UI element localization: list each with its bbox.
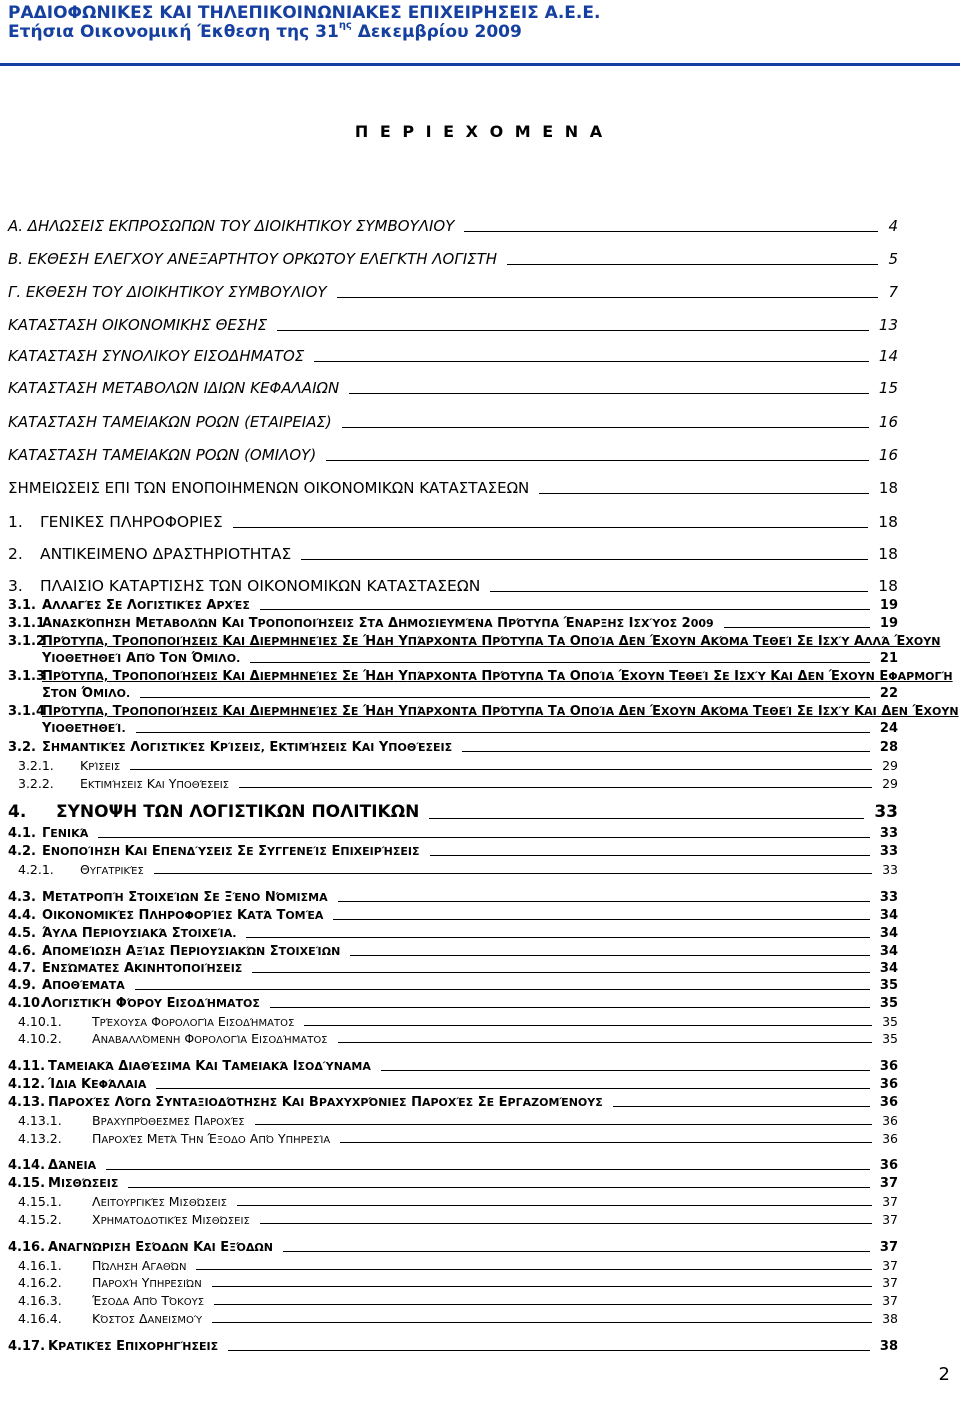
toc-entry[interactable] bbox=[18, 1212, 898, 1227]
toc-leader-line bbox=[507, 264, 878, 265]
toc-entry[interactable] bbox=[8, 844, 898, 859]
toc-entry-page: 36 bbox=[882, 1113, 898, 1128]
toc-entry-page: 34 bbox=[879, 908, 898, 923]
toc-entry-number: 4.15.2. bbox=[18, 1212, 62, 1227]
toc-entry-title: ΑΝΤΙΚΕΙΜΕΝΟ ΔΡΑΣΤΗΡΙΟΤΗΤΑΣ bbox=[40, 545, 292, 563]
toc-entry-number: 3.1.2 bbox=[8, 634, 46, 649]
toc-entry-title: ΠΑΡΟΧΉ ΥΠΗΡΕΣΙΏΝ bbox=[92, 1275, 202, 1290]
toc-entry[interactable] bbox=[8, 1059, 898, 1074]
toc-leader-line bbox=[277, 330, 869, 331]
toc-entry-title: ΣΗΜΑΝΤΙΚΈΣ ΛΟΓΙΣΤΙΚΈΣ ΚΡΊΣΕΙΣ, ΕΚΤΙΜΉΣΕΙΣ ΚΑΙ ΥΠΟΘΈΣΕΙΣ bbox=[42, 740, 453, 755]
toc-entry-title: ΜΕΤΑΤΡΟΠΉ ΣΤΟΙΧΕΊΩΝ ΣΕ ΞΈΝΟ ΝΌΜΙΣΜΑ bbox=[42, 890, 328, 905]
toc-entry-title: ΘΥΓΑΤΡΙΚΈΣ bbox=[80, 862, 144, 877]
toc-entry[interactable] bbox=[8, 944, 898, 959]
toc-entry-number: 1. bbox=[8, 513, 23, 531]
toc-entry-number: 3.1. bbox=[8, 598, 36, 613]
toc-leader-line bbox=[333, 919, 869, 920]
toc-entry[interactable] bbox=[18, 1194, 898, 1209]
toc-entry[interactable] bbox=[8, 669, 953, 701]
toc-entry-title: ΒΡΑΧΥΠΡΌΘΕΣΜΕΣ ΠΑΡΟΧΈΣ bbox=[92, 1113, 245, 1128]
toc-entry-title: ΠΛΑΙΣΙΟ ΚΑΤΑΡΤΙΣΗΣ ΤΩΝ ΟΙΚΟΝΟΜΙΚΩΝ ΚΑΤΑΣΤΑΣΕΩΝ bbox=[40, 577, 481, 595]
toc-entry[interactable] bbox=[8, 283, 898, 301]
toc-entry[interactable] bbox=[18, 1131, 898, 1146]
toc-entry[interactable] bbox=[18, 1031, 898, 1046]
toc-entry-page: 14 bbox=[878, 347, 898, 365]
toc-entry-page: 37 bbox=[882, 1275, 898, 1290]
toc-entry[interactable] bbox=[8, 616, 898, 631]
running-header bbox=[0, 0, 960, 68]
toc-entry-number: 4.5. bbox=[8, 926, 36, 941]
toc-entry-number: 4.10.2. bbox=[18, 1031, 62, 1046]
toc-entry-title: ΕΝΟΠΟΊΗΣΗ ΚΑΙ ΕΠΕΝΔΎΣΕΙΣ ΣΕ ΣΥΓΓΕΝΕΊΣ ΕΠΙΧΕΙΡΉΣΕΙΣ bbox=[42, 844, 420, 859]
toc-entry-title: ΚΑΤΑΣΤΑΣΗ ΟΙΚΟΝΟΜΙΚΗΣ ΘΕΣΗΣ bbox=[8, 316, 268, 334]
toc-entry-title: ΓΕΝΙΚΕΣ ΠΛΗΡΟΦΟΡΙΕΣ bbox=[40, 513, 223, 531]
toc-entry[interactable] bbox=[18, 758, 898, 773]
toc-entry[interactable] bbox=[8, 634, 941, 666]
toc-entry-title: Β. ΕΚΘΕΣΗ ΕΛΕΓΧΟΥ ΑΝΕΞΑΡΤΗΤΟΥ ΟΡΚΩΤΟΥ ΕΛΕΓΚΤΗ ΛΟΓΙΣΤΗ bbox=[8, 250, 498, 268]
toc-entry[interactable] bbox=[18, 1293, 898, 1308]
toc-leader-line bbox=[136, 732, 870, 733]
toc-leader-line bbox=[304, 1025, 872, 1026]
toc-entry[interactable] bbox=[8, 996, 898, 1011]
toc-entry-number: 4.11. bbox=[8, 1059, 46, 1074]
toc-entry[interactable] bbox=[8, 1095, 898, 1110]
toc-entry-title: ΚΌΣΤΟΣ ΔΑΝΕΙΣΜΟΎ bbox=[92, 1311, 203, 1326]
toc-leader-line bbox=[212, 1286, 872, 1287]
toc-entry-number: 4.15. bbox=[8, 1176, 46, 1191]
toc-entry[interactable] bbox=[8, 545, 898, 563]
toc-entry[interactable] bbox=[8, 446, 898, 464]
toc-entry-number: 2. bbox=[8, 545, 23, 563]
toc-entry-title: ΥΙΟΘΕΤΗΘΕΊ ΑΠΌ ΤΟΝ ΌΜΙΛΟ. bbox=[42, 651, 241, 666]
toc-entry-number: 4.16.2. bbox=[18, 1275, 62, 1290]
page-number: 2 bbox=[938, 1364, 950, 1385]
toc-entry-page: 16 bbox=[878, 413, 898, 431]
toc-entry[interactable] bbox=[8, 1158, 898, 1173]
toc-entry-page: 36 bbox=[879, 1059, 898, 1074]
toc-entry-title: ΚΑΤΑΣΤΑΣΗ ΣΥΝΟΛΙΚΟΥ ΕΙΣΟΔΗΜΑΤΟΣ bbox=[8, 347, 305, 365]
toc-entry-title: ΓΕΝΙΚΆ bbox=[42, 826, 89, 841]
toc-leader-line bbox=[301, 559, 868, 560]
toc-entry-number: 4.15.1. bbox=[18, 1194, 62, 1209]
toc-leader-line bbox=[250, 662, 870, 663]
header-rule bbox=[0, 63, 960, 66]
toc-entry-number: 4.13.2. bbox=[18, 1131, 62, 1146]
toc-entry-number: 4.6. bbox=[8, 944, 36, 959]
toc-entry-page: 36 bbox=[879, 1077, 898, 1092]
toc-leader-line bbox=[140, 697, 870, 698]
toc-entry-page: 16 bbox=[878, 446, 898, 464]
toc-entry-page: 21 bbox=[879, 651, 898, 666]
toc-entry-title: ΣΗΜΕΙΩΣΕΙΣ ΕΠΙ ΤΩΝ ΕΝΟΠΟΙΗΜΕΝΩΝ ΟΙΚΟΝΟΜΙΚΩΝ ΚΑΤΑΣΤΑΣΕΩΝ bbox=[8, 479, 530, 497]
toc-leader-line bbox=[283, 1251, 870, 1252]
toc-entry[interactable] bbox=[8, 961, 898, 976]
toc-entry-number: 4.10.1. bbox=[18, 1014, 62, 1029]
toc-entry-title: ΜΙΣΘΏΣΕΙΣ bbox=[48, 1176, 119, 1191]
toc-leader-line bbox=[724, 627, 870, 628]
toc-entry-number: 3.2.2. bbox=[18, 776, 54, 791]
toc-entry-page: 33 bbox=[879, 826, 898, 841]
toc-entry-title: ΣΤΟΝ ΌΜΙΛΟ. bbox=[42, 686, 131, 701]
toc-entry-title: ΠΡΌΤΥΠΑ, ΤΡΟΠΟΠΟΙΉΣΕΙΣ ΚΑΙ ΔΙΕΡΜΗΝΕΊΕΣ ΣΕ ΉΔΗ ΥΠΆΡΧΟΝΤΑ ΠΡΌΤΥΠΑ ΤΑ ΟΠΟΊΑ ΔΕΝ ΈΧΟΥΝ ΑΚΌΜΑ ΤΕΘΕΊ ΣΕ ΙΣΧΎ ΑΛΛΆ ΈΧΟΥΝ bbox=[42, 634, 941, 649]
toc-entry-title: ΔΆΝΕΙΑ bbox=[48, 1158, 97, 1173]
toc-entry[interactable] bbox=[8, 704, 959, 736]
toc-entry-title: ΤΑΜΕΙΑΚΆ ΔΙΑΘΈΣΙΜΑ ΚΑΙ ΤΑΜΕΙΑΚΆ ΙΣΟΔΎΝΑΜΑ bbox=[48, 1059, 371, 1074]
toc-entry-title: ΠΑΡΟΧΈΣ ΛΌΓΩ ΣΥΝΤΑΞΙΟΔΌΤΗΣΗΣ ΚΑΙ ΒΡΑΧΥΧΡΌΝΙΕΣ ΠΑΡΟΧΈΣ ΣΕ ΕΡΓΑΖΟΜΈΝΟΥΣ bbox=[48, 1095, 603, 1110]
toc-entry-title: ΠΡΌΤΥΠΑ, ΤΡΟΠΟΠΟΙΉΣΕΙΣ ΚΑΙ ΔΙΕΡΜΗΝΕΊΕΣ ΣΕ ΉΔΗ ΥΠΆΡΧΟΝΤΑ ΠΡΌΤΥΠΑ ΤΑ ΟΠΟΊΑ ΈΧΟΥΝ ΤΕΘΕΊ ΣΕ ΙΣΧΎ ΚΑΙ ΔΕΝ ΈΧΟΥΝ ΕΦΑΡΜΟΓΉ bbox=[42, 669, 953, 684]
toc-entry-title: ΆΥΛΑ ΠΕΡΙΟΥΣΙΑΚΆ ΣΤΟΙΧΕΊΑ. bbox=[42, 926, 237, 941]
toc-entry-title: ΈΣΟΔΑ ΑΠΌ ΤΌΚΟΥΣ bbox=[92, 1293, 205, 1308]
toc-entry-page: 37 bbox=[879, 1176, 898, 1191]
toc-entry[interactable] bbox=[8, 740, 898, 755]
toc-entry-title: ΕΚΤΙΜΉΣΕΙΣ ΚΑΙ ΥΠΟΘΈΣΕΙΣ bbox=[80, 776, 230, 791]
toc-entry-title: ΠΑΡΟΧΈΣ ΜΕΤΆ ΤΗΝ ΈΞΟΔΟ ΑΠΌ ΥΠΗΡΕΣΊΑ bbox=[92, 1131, 331, 1146]
toc-entry[interactable] bbox=[8, 890, 898, 905]
toc-leader-line bbox=[212, 1322, 872, 1323]
toc-entry-page: 18 bbox=[878, 577, 898, 595]
toc-entry-number: 4.13. bbox=[8, 1095, 46, 1110]
toc-entry-title: ΠΡΌΤΥΠΑ, ΤΡΟΠΟΠΟΙΉΣΕΙΣ ΚΑΙ ΔΙΕΡΜΗΝΕΊΕΣ ΣΕ ΉΔΗ ΥΠΆΡΧΟΝΤΑ ΠΡΌΤΥΠΑ ΤΑ ΟΠΟΊΑ ΔΕΝ ΈΧΟΥΝ ΑΚΌΜΑ ΤΕΘΕΊ ΣΕ ΙΣΧΎ ΚΑΙ ΔΕΝ ΈΧΟΥΝ bbox=[42, 704, 959, 719]
toc-entry-title: ΚΑΤΑΣΤΑΣΗ ΜΕΤΑΒΟΛΩΝ ΙΔΙΩΝ ΚΕΦΑΛΑΙΩΝ bbox=[8, 379, 340, 397]
toc-entry-title: ΛΟΓΙΣΤΙΚΉ ΦΌΡΟΥ ΕΙΣΟΔΉΜΑΤΟΣ bbox=[42, 996, 260, 1011]
toc-entry[interactable] bbox=[8, 1077, 898, 1092]
toc-leader-line bbox=[270, 1007, 870, 1008]
toc-entry[interactable] bbox=[8, 598, 898, 613]
toc-leader-line bbox=[464, 231, 878, 232]
toc-leader-line bbox=[196, 1269, 872, 1270]
toc-entry-title: ΑΝΑΣΚΌΠΗΣΗ ΜΕΤΑΒΟΛΏΝ ΚΑΙ ΤΡΟΠΟΠΟΙΉΣΕΙΣ ΣΤΑ ΔΗΜΟΣΙΕΥΜΈΝΑ ΠΡΌΤΥΠΑ ΈΝΑΡΞΗΣ ΙΣΧΎΟΣ 2009 bbox=[42, 616, 714, 631]
toc-entry[interactable] bbox=[8, 1339, 898, 1354]
toc-entry-page: 35 bbox=[879, 978, 898, 993]
toc-entry[interactable] bbox=[8, 513, 898, 531]
toc-entry-page: 29 bbox=[882, 758, 898, 773]
toc-entry[interactable] bbox=[8, 347, 898, 365]
toc-entry-title: ΚΡΑΤΙΚΈΣ ΕΠΙΧΟΡΗΓΉΣΕΙΣ bbox=[48, 1339, 219, 1354]
toc-leader-line bbox=[349, 393, 869, 394]
toc-entry-title: ΣΥΝΟΨΗ ΤΩΝ ΛΟΓΙΣΤΙΚΩΝ ΠΟΛΙΤΙΚΩΝ bbox=[56, 802, 420, 822]
toc-entry-title: ΑΛΛΑΓΈΣ ΣΕ ΛΟΓΙΣΤΙΚΈΣ ΑΡΧΈΣ bbox=[42, 598, 250, 613]
toc-entry-number: 3.1.1 bbox=[8, 616, 46, 631]
toc-entry-title: ΛΕΙΤΟΥΡΓΙΚΈΣ ΜΙΣΘΏΣΕΙΣ bbox=[92, 1194, 227, 1209]
toc-leader-line bbox=[246, 937, 869, 938]
toc-leader-line bbox=[430, 855, 870, 856]
toc-leader-line bbox=[239, 787, 872, 788]
toc-entry[interactable] bbox=[8, 908, 898, 923]
toc-entry-number: 4. bbox=[8, 802, 27, 822]
toc-entry-number: 4.2.1. bbox=[18, 862, 54, 877]
toc-leader-line bbox=[350, 955, 870, 956]
toc-entry-number: 4.9. bbox=[8, 978, 36, 993]
toc-entry[interactable] bbox=[8, 413, 898, 431]
toc-entry-page: 28 bbox=[879, 740, 898, 755]
toc-entry-page: 33 bbox=[882, 862, 898, 877]
toc-entry-title: ΑΠΟΘΈΜΑΤΑ bbox=[42, 978, 125, 993]
toc-entry[interactable] bbox=[18, 862, 898, 877]
toc-leader-line bbox=[135, 989, 870, 990]
toc-leader-line bbox=[260, 609, 870, 610]
toc-entry-title: Γ. ΕΚΘΕΣΗ ΤΟΥ ΔΙΟΙΚΗΤΙΚΟΥ ΣΥΜΒΟΥΛΙΟΥ bbox=[8, 283, 327, 301]
toc-entry-number: 4.14. bbox=[8, 1158, 46, 1173]
toc-entry-page: 37 bbox=[882, 1258, 898, 1273]
toc-entry[interactable] bbox=[18, 776, 898, 791]
toc-leader-line bbox=[255, 1124, 872, 1125]
toc-entry-page: 19 bbox=[879, 616, 898, 631]
toc-entry[interactable] bbox=[8, 926, 898, 941]
toc-entry[interactable] bbox=[8, 250, 898, 268]
toc-entry-title: ΚΑΤΑΣΤΑΣΗ ΤΑΜΕΙΑΚΩΝ ΡΟΩΝ (ΟΜΙΛΟΥ) bbox=[8, 446, 317, 464]
toc-entry-page: 34 bbox=[879, 944, 898, 959]
toc-entry-page: 36 bbox=[879, 1158, 898, 1173]
toc-leader-line bbox=[252, 972, 870, 973]
toc-entry-number: 4.10. bbox=[8, 996, 46, 1011]
toc-entry-page: 19 bbox=[879, 598, 898, 613]
toc-title: Π Ε Ρ Ι Ε Χ Ο Μ Ε Ν Α bbox=[354, 122, 606, 141]
toc-entry-page: 33 bbox=[879, 890, 898, 905]
toc-entry-number: 4.2. bbox=[8, 844, 36, 859]
toc-entry-page: 37 bbox=[882, 1212, 898, 1227]
toc-entry-page: 37 bbox=[882, 1293, 898, 1308]
toc-entry[interactable] bbox=[18, 1258, 898, 1273]
toc-entry-title: Α. ΔΗΛΩΣΕΙΣ ΕΚΠΡΟΣΩΠΩΝ ΤΟΥ ΔΙΟΙΚΗΤΙΚΟΥ ΣΥΜΒΟΥΛΙΟΥ bbox=[8, 217, 455, 235]
toc-entry-number: 4.4. bbox=[8, 908, 36, 923]
toc-entry-title: ΕΝΣΏΜΑΤΕΣ ΑΚΙΝΗΤΟΠΟΙΉΣΕΙΣ bbox=[42, 961, 243, 976]
toc-leader-line bbox=[260, 1223, 872, 1224]
toc-entry-number: 4.3. bbox=[8, 890, 36, 905]
toc-leader-line bbox=[462, 751, 870, 752]
toc-entry-page: 36 bbox=[882, 1131, 898, 1146]
toc-entry-page: 15 bbox=[878, 379, 898, 397]
toc-entry-title: ΚΡΊΣΕΙΣ bbox=[80, 758, 121, 773]
toc-entry-page: 29 bbox=[882, 776, 898, 791]
toc-entry-number: 3. bbox=[8, 577, 23, 595]
header-report-title: Ετήσια Οικονομική Έκθεση της $31^{\eta\varsigma}$ Δεκεμβρίου 2009 bbox=[8, 20, 522, 42]
toc-entry-number: 3.2.1. bbox=[18, 758, 54, 773]
toc-leader-line bbox=[613, 1106, 870, 1107]
toc-entry-page: 33 bbox=[879, 844, 898, 859]
toc-leader-line bbox=[154, 873, 872, 874]
toc-leader-line bbox=[338, 1042, 873, 1043]
toc-entry-title: ΠΏΛΗΣΗ ΑΓΑΘΏΝ bbox=[92, 1258, 187, 1273]
toc-entry[interactable] bbox=[8, 1176, 898, 1191]
toc-entry-title: ΟΙΚΟΝΟΜΙΚΈΣ ΠΛΗΡΟΦΟΡΊΕΣ ΚΑΤΆ ΤΟΜΈΑ bbox=[42, 908, 324, 923]
toc-leader-line bbox=[342, 427, 869, 428]
toc-leader-line bbox=[340, 1142, 872, 1143]
toc-entry-page: 22 bbox=[879, 686, 898, 701]
toc-entry-page: 18 bbox=[878, 479, 898, 497]
toc-leader-line bbox=[237, 1205, 872, 1206]
toc-entry-number: 4.16.1. bbox=[18, 1258, 62, 1273]
toc-entry[interactable] bbox=[8, 802, 898, 822]
toc-entry-number: 4.12. bbox=[8, 1077, 46, 1092]
toc-entry-number: 4.17. bbox=[8, 1339, 46, 1354]
toc-leader-line bbox=[314, 361, 869, 362]
toc-entry-page: 13 bbox=[878, 316, 898, 334]
header-company-name: ΡΑΔΙΟΦΩΝΙΚΕΣ ΚΑΙ ΤΗΛΕΠΙΚΟΙΝΩΝΙΑΚΕΣ ΕΠΙΧΕΙΡΗΣΕΙΣ Α.Ε.Ε. bbox=[8, 3, 601, 23]
toc-entry-title: ΑΠΟΜΕΊΩΣΗ ΑΞΊΑΣ ΠΕΡΙΟΥΣΙΑΚΏΝ ΣΤΟΙΧΕΊΩΝ bbox=[42, 944, 341, 959]
toc-leader-line bbox=[156, 1088, 870, 1089]
toc-entry-page: 38 bbox=[882, 1311, 898, 1326]
toc-entry[interactable] bbox=[8, 379, 898, 397]
toc-entry-page: 7 bbox=[888, 283, 898, 301]
toc-leader-line bbox=[429, 818, 864, 819]
toc-entry[interactable] bbox=[8, 577, 898, 595]
toc-entry-number: 4.16.4. bbox=[18, 1311, 62, 1326]
toc-entry-title: ΚΑΤΑΣΤΑΣΗ ΤΑΜΕΙΑΚΩΝ ΡΟΩΝ (ΕΤΑΙΡΕΙΑΣ) bbox=[8, 413, 332, 431]
toc-entry-page: 4 bbox=[888, 217, 898, 235]
toc-entry-title: ΑΝΑΓΝΏΡΙΣΗ ΕΣΌΔΩΝ ΚΑΙ ΕΞΌΔΩΝ bbox=[48, 1240, 273, 1255]
toc-leader-line bbox=[381, 1070, 870, 1071]
toc-entry-number: 4.1. bbox=[8, 826, 36, 841]
toc-entry-page: 18 bbox=[878, 513, 898, 531]
toc-entry-page: 18 bbox=[878, 545, 898, 563]
toc-entry-page: 37 bbox=[882, 1194, 898, 1209]
toc-entry-page: 38 bbox=[879, 1339, 898, 1354]
toc-leader-line bbox=[228, 1350, 870, 1351]
toc-entry-title: ΥΙΟΘΕΤΗΘΕΊ. bbox=[42, 721, 126, 736]
toc-entry-page: 35 bbox=[879, 996, 898, 1011]
toc-entry[interactable] bbox=[8, 217, 898, 235]
toc-leader-line bbox=[490, 591, 868, 592]
toc-leader-line bbox=[338, 901, 870, 902]
toc-entry-number: 3.1.3 bbox=[8, 669, 46, 684]
toc-entry[interactable] bbox=[18, 1014, 898, 1029]
toc-entry[interactable] bbox=[8, 316, 898, 334]
toc-entry-page: 35 bbox=[882, 1014, 898, 1029]
toc-entry[interactable] bbox=[8, 1240, 898, 1255]
toc-entry[interactable] bbox=[18, 1275, 898, 1290]
toc-leader-line bbox=[98, 837, 870, 838]
toc-entry[interactable] bbox=[18, 1113, 898, 1128]
toc-entry-number: 3.2. bbox=[8, 740, 36, 755]
toc-leader-line bbox=[539, 493, 869, 494]
toc-leader-line bbox=[326, 460, 869, 461]
toc-leader-line bbox=[128, 1187, 870, 1188]
toc-entry[interactable] bbox=[8, 826, 898, 841]
toc-entry-page: 5 bbox=[888, 250, 898, 268]
toc-leader-line bbox=[214, 1304, 872, 1305]
toc-entry-title: ΤΡΈΧΟΥΣΑ ΦΟΡΟΛΟΓΊΑ ΕΙΣΟΔΉΜΑΤΟΣ bbox=[92, 1014, 295, 1029]
toc-leader-line bbox=[106, 1169, 870, 1170]
toc-entry-number: 3.1.4 bbox=[8, 704, 46, 719]
toc-leader-line bbox=[130, 769, 872, 770]
toc-entry-page: 24 bbox=[879, 721, 898, 736]
toc-entry[interactable] bbox=[18, 1311, 898, 1326]
toc-entry-number: 4.16.3. bbox=[18, 1293, 62, 1308]
toc-entry-title: ΧΡΗΜΑΤΟΔΟΤΙΚΈΣ ΜΙΣΘΏΣΕΙΣ bbox=[92, 1212, 250, 1227]
toc-entry-page: 35 bbox=[882, 1031, 898, 1046]
toc-leader-line bbox=[233, 527, 869, 528]
toc-entry-page: 36 bbox=[879, 1095, 898, 1110]
toc-entry-page: 34 bbox=[879, 961, 898, 976]
toc-entry-title: ΑΝΑΒΑΛΛΌΜΕΝΗ ΦΟΡΟΛΟΓΊΑ ΕΙΣΟΔΉΜΑΤΟΣ bbox=[92, 1031, 328, 1046]
toc-entry-number: 4.16. bbox=[8, 1240, 46, 1255]
toc-entry[interactable] bbox=[8, 978, 898, 993]
toc-entry-page: 33 bbox=[874, 802, 898, 822]
toc-entry-page: 34 bbox=[879, 926, 898, 941]
toc-entry-title: ΊΔΙΑ ΚΕΦΆΛΑΙΑ bbox=[48, 1077, 147, 1092]
toc-leader-line bbox=[337, 297, 879, 298]
toc-entry-page: 37 bbox=[879, 1240, 898, 1255]
toc-entry-number: 4.13.1. bbox=[18, 1113, 62, 1128]
toc-entry[interactable] bbox=[8, 479, 898, 497]
toc-entry-number: 4.7. bbox=[8, 961, 36, 976]
